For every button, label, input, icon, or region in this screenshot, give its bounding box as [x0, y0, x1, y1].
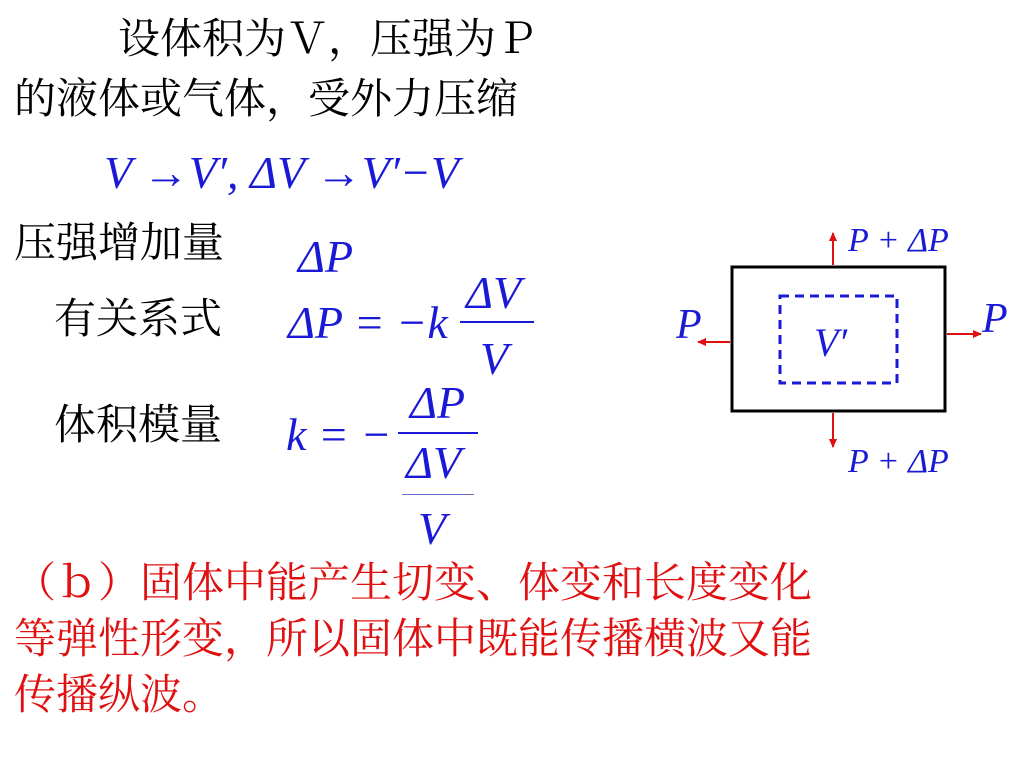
modulus-inner-denominator: V: [418, 503, 447, 554]
left-pressure-label: P: [676, 302, 702, 348]
relation-label: 有关系式: [54, 294, 223, 343]
top-pressure-label: P + ΔP: [848, 222, 949, 259]
relation-denominator: V: [480, 333, 509, 384]
inner-volume-label: V′: [814, 320, 848, 365]
modulus-lhs: k = −: [286, 409, 392, 460]
intro-line-2: 的液体或气体，受外力压缩: [14, 74, 519, 123]
relation-numerator: ΔV: [466, 267, 522, 318]
symbol-v-prime: V′,: [188, 147, 239, 198]
solid-note-line-2: 等弹性形变，所以固体中既能传播横波又能: [14, 614, 813, 663]
delta-p-symbol: ΔP: [298, 231, 354, 282]
right-pressure-label: P: [982, 296, 1008, 342]
bulk-modulus-label: 体积模量: [54, 400, 223, 449]
intro-line-1: 设体积为Ｖ，压强为Ｐ: [118, 14, 539, 63]
pressure-increase-label: 压强增加量: [14, 218, 225, 267]
modulus-inner-numerator: ΔV: [406, 437, 462, 488]
expr-v-prime-minus-v: V′−V: [361, 147, 460, 198]
solid-note-line-3: 传播纵波。: [14, 670, 225, 719]
modulus-numerator: ΔP: [410, 377, 466, 428]
arrow-icon: →: [315, 147, 362, 198]
bottom-pressure-label: P + ΔP: [848, 443, 949, 480]
symbol-delta-v: ΔV: [249, 147, 305, 198]
arrow-icon: →: [142, 147, 189, 198]
symbol-v: V: [104, 147, 132, 198]
relation-lhs: ΔP = −k: [288, 297, 448, 348]
solid-note-line-1: （ｂ）固体中能产生切变、体变和长度变化: [14, 558, 813, 607]
